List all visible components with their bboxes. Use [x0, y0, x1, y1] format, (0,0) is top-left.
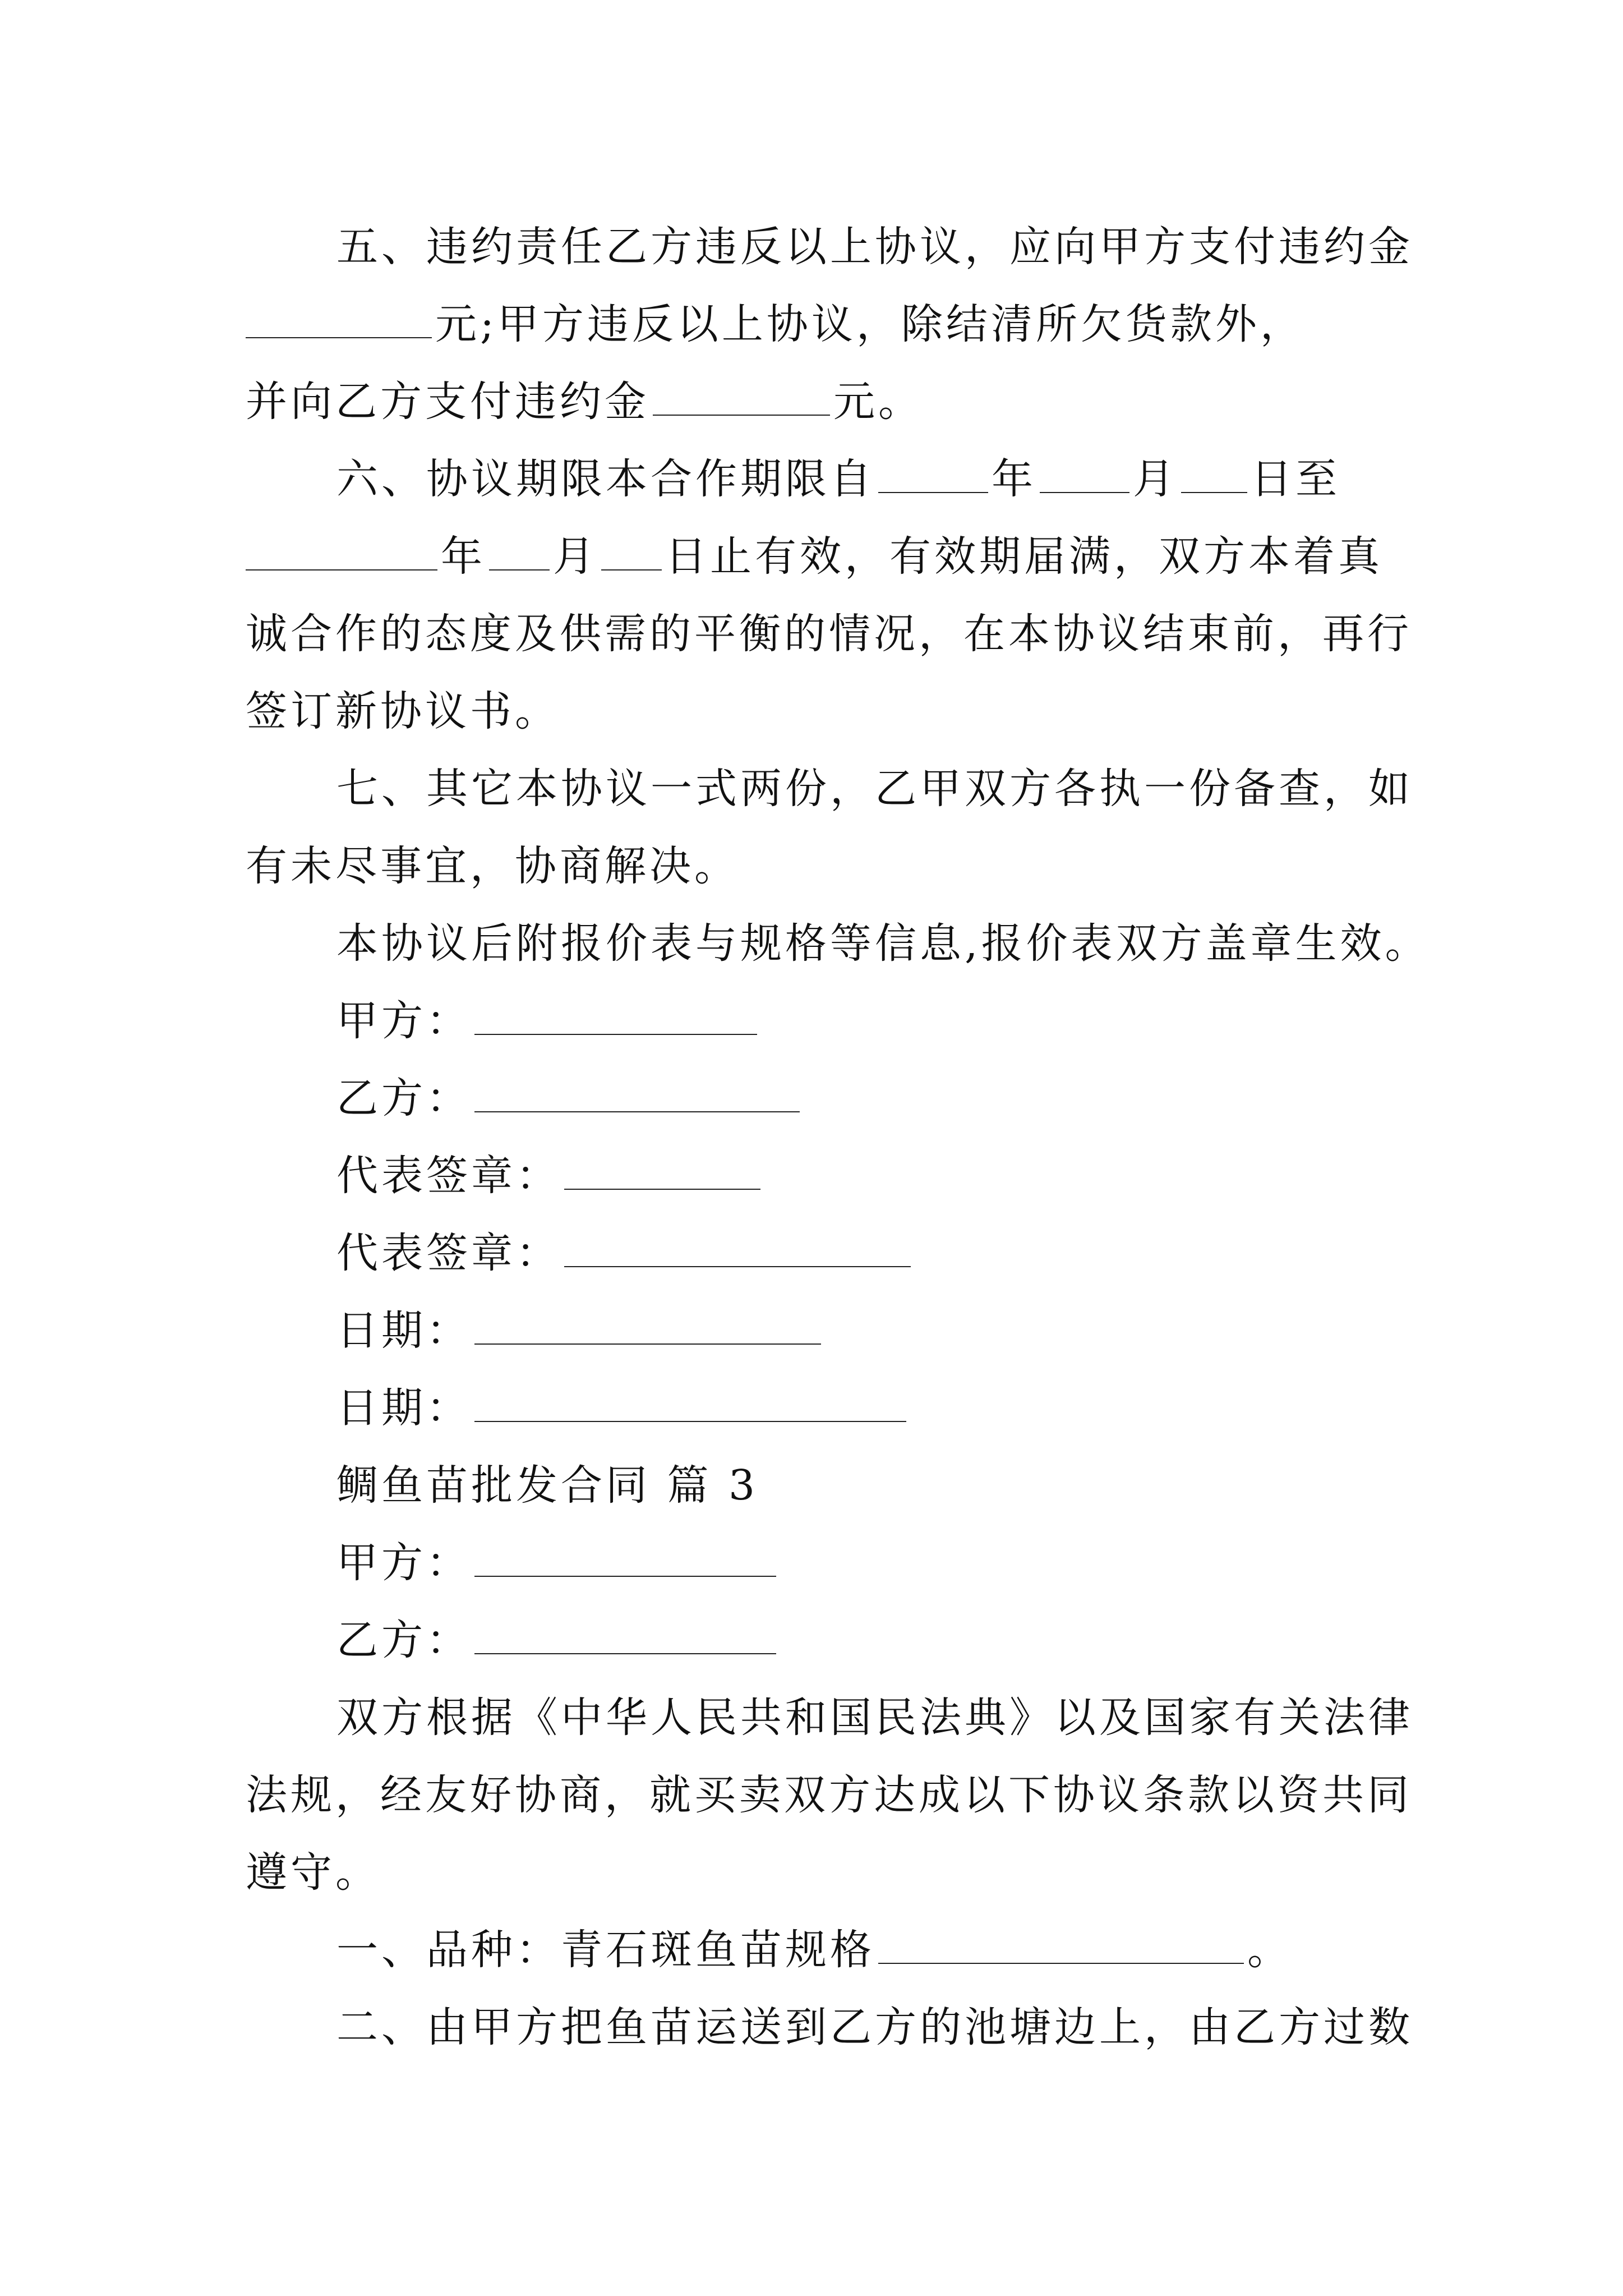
- clause-6-line-4: [246, 672, 560, 751]
- field-label: 代表签章：: [336, 1229, 561, 1277]
- attachment-note: [336, 904, 1430, 983]
- clause-5-line-1: [336, 208, 1413, 286]
- preamble-line-2: [246, 1756, 1412, 1834]
- field-label: 乙方：: [336, 1616, 471, 1664]
- field-label: 代表签章：: [336, 1152, 561, 1200]
- text: 遵守。: [246, 1848, 380, 1897]
- term-2-line: [336, 1988, 1413, 2067]
- blank-line: [878, 1952, 1244, 1964]
- blank-line: [246, 326, 432, 338]
- representative-signature-field: [336, 1214, 914, 1292]
- text: 并向乙方支付违约金: [246, 378, 649, 426]
- section-title: 鲷鱼苗批发合同 篇 3: [336, 1461, 759, 1510]
- clause-6-line-2: [246, 517, 1383, 596]
- text: 一、品种：青石斑鱼苗规格: [336, 1926, 875, 1974]
- section-heading: [336, 1446, 758, 1525]
- text: 二、由甲方把鱼苗运送到乙方的池塘边上，由乙方过数: [336, 2003, 1413, 2051]
- blank-line: [601, 558, 662, 570]
- field-label: 乙方：: [336, 1074, 471, 1122]
- text: 双方根据《中华人民共和国民法典》以及国家有关法律: [336, 1694, 1413, 1742]
- text: 五、违约责任乙方违反以上协议，应向甲方支付违约金: [336, 223, 1413, 271]
- clause-6-line-1: [336, 440, 1340, 518]
- blank-line: [1181, 481, 1247, 493]
- clause-5-line-3: [246, 362, 923, 441]
- party-a-field: [336, 1524, 780, 1602]
- preamble-line-1: [336, 1678, 1413, 1757]
- field-label: 日期：: [336, 1384, 471, 1432]
- text: 诚合作的态度及供需的平衡的情况，在本协议结束前，再行: [246, 610, 1412, 658]
- date-field: [336, 1369, 910, 1447]
- text: 七、其它本协议一式两份，乙甲双方各执一份备查，如: [336, 765, 1413, 813]
- text: 元。: [833, 378, 923, 426]
- representative-signature-field: [336, 1137, 764, 1215]
- text: 有未尽事宜，协商解决。: [246, 842, 739, 890]
- clause-7-line-1: [336, 749, 1413, 828]
- blank-line: [564, 1177, 760, 1190]
- text: 法规，经友好协商，就买卖双方达成以下协议条款以资共同: [246, 1771, 1412, 1819]
- text: 本协议后附报价表与规格等信息,报价表双方盖章生效。: [336, 919, 1430, 968]
- text: 日止有效，有效期届满，双方本着真: [665, 532, 1383, 581]
- text: 。: [1247, 1926, 1292, 1974]
- field-label: 甲方：: [336, 997, 471, 1045]
- text: 年: [992, 455, 1036, 503]
- blank-line: [1040, 481, 1129, 493]
- party-a-field: [336, 982, 760, 1060]
- text: 年: [441, 532, 486, 581]
- field-label: 日期：: [336, 1306, 471, 1355]
- blank-line: [474, 1100, 800, 1112]
- blank-line: [564, 1255, 911, 1267]
- text: 六、协议期限本合作期限自: [336, 455, 875, 503]
- field-label: 甲方：: [336, 1539, 471, 1587]
- blank-line: [474, 1023, 757, 1035]
- text: 签订新协议书。: [246, 687, 560, 735]
- text: 月: [1133, 455, 1178, 503]
- clause-7-line-2: [246, 827, 739, 905]
- preamble-line-3: [246, 1833, 380, 1912]
- blank-line: [653, 403, 830, 416]
- blank-line: [474, 1410, 906, 1422]
- blank-line: [474, 1565, 776, 1577]
- blank-line: [474, 1642, 776, 1654]
- clause-6-line-3: [246, 595, 1412, 673]
- date-field: [336, 1291, 824, 1370]
- text: 元;甲方违反以上协议，除结清所欠货款外，: [435, 300, 1305, 348]
- term-1-line: [336, 1911, 1292, 1989]
- blank-line: [474, 1332, 821, 1345]
- clause-5-line-2: [246, 285, 1305, 364]
- text: 日至: [1251, 455, 1340, 503]
- party-b-field: [336, 1601, 780, 1680]
- blank-line: [878, 481, 988, 493]
- blank-line: [246, 558, 437, 570]
- text: 月: [553, 532, 598, 581]
- blank-line: [489, 558, 550, 570]
- party-b-field: [336, 1059, 803, 1138]
